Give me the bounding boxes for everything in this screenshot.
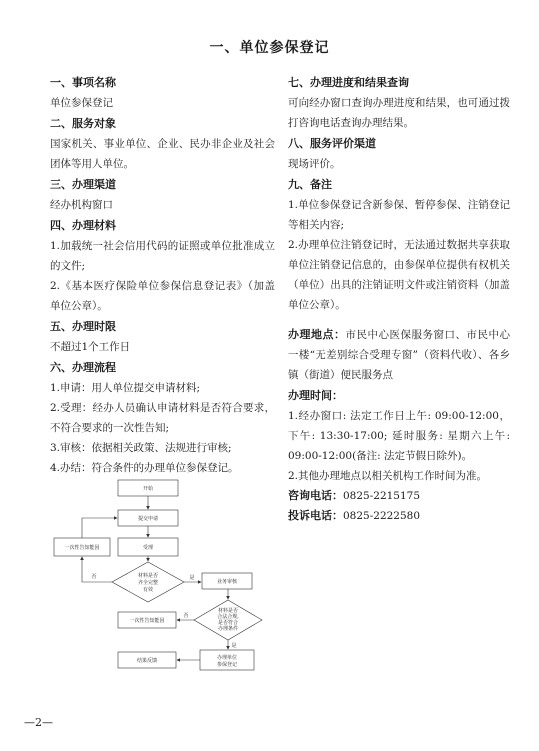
section-heading: 三、办理渠道 <box>50 178 116 191</box>
hours-label: 办理时间： <box>288 389 343 402</box>
section-heading: 五、办理时限 <box>50 320 116 333</box>
section-body: 现场评价。 <box>288 158 341 170</box>
section-heading: 二、服务对象 <box>50 117 116 130</box>
section-heading: 四、办理材料 <box>50 219 116 232</box>
decision2-line: 办理条件 <box>217 626 239 632</box>
section-heading: 六、办理流程 <box>50 361 116 374</box>
list-item: 2.办理单位注销登记时，无法通过数据共享获取单位注销登记信息的，由参保单位提供有权机关（单位）出具的注销证明文件或注销资料（加盖单位公章）。 <box>288 239 510 311</box>
section-heading: 八、服务评价渠道 <box>288 137 376 150</box>
decision2-line: 合法合规, <box>217 614 239 620</box>
decision1-line: 有效 <box>142 587 154 593</box>
no-label: 否 <box>91 574 97 580</box>
list-item: 3.审核：依据相关政策、法规进行审核; <box>50 442 232 454</box>
process-flowchart <box>50 478 275 688</box>
start-label: 开始 <box>142 486 154 492</box>
result-label: 结果反馈 <box>136 658 158 664</box>
list-item: 4.办结：符合条件的办理单位参保登记。 <box>50 462 239 474</box>
consult-phone <box>288 486 510 506</box>
list-item: 1.申请：用人单位提交申请材料; <box>50 382 201 394</box>
location-block <box>288 325 510 385</box>
flowchart-svg <box>50 478 275 688</box>
decision1-line: 材料是否 <box>137 573 159 579</box>
section-body: 不超过1个工作日 <box>50 341 131 353</box>
consult-label: 咨询电话： <box>288 489 343 502</box>
page-title: 一、单位参保登记 <box>209 40 330 56</box>
no-label: 否 <box>183 613 189 619</box>
location-text: 市民中心医保服务窗口、市民中心一楼“无差别综合受理专窗”（资料代收）、各乡镇（街道）便民服务点 <box>288 329 510 381</box>
list-item: 2.受理：经办人员确认申请材料是否符合要求，不符合要求的一次性告知; <box>50 402 275 434</box>
section-heading: 七、办理进度和结果查询 <box>288 76 409 89</box>
section-heading: 九、备注 <box>288 178 332 191</box>
list-item: 2.其他办理地点以相关机构工作时间为准。 <box>288 470 488 482</box>
list-item: 1.加载统一社会信用代码的证照或单位批准成立的文件; <box>50 240 275 272</box>
list-item: 1.经办窗口: 法定工作日上午: 09:00-12:00，下午: 13:30-17:00; 延时服务: 星期六上午: 09:00-12:00(备注: 法定节假日除外)。 <box>288 410 510 462</box>
submit-label: 提交申请 <box>137 516 159 522</box>
list-item: 1.单位参保登记含新参保、暂停参保、注销登记等相关内容; <box>288 199 510 231</box>
location-label: 办理地点： <box>288 328 346 341</box>
complaint-label: 投诉电话： <box>288 509 343 522</box>
review-label: 业务审核 <box>216 579 238 585</box>
decision1-line: 齐全完整 <box>137 580 159 586</box>
decision2-line: 材料是否 <box>217 608 239 614</box>
complete-line: 参保登记 <box>216 662 238 668</box>
section-body: 经办机构窗口 <box>50 199 113 211</box>
section-body: 国家机关、事业单位、企业、民办非企业及社会团体等用人单位。 <box>50 138 275 170</box>
yes-label: 是 <box>189 575 195 581</box>
section-body: 单位参保登记 <box>50 97 113 109</box>
right-column <box>288 72 510 526</box>
section-heading: 一、事项名称 <box>50 76 116 89</box>
notify1-label: 一次性告知能因 <box>64 545 100 551</box>
complaint-value: 0825-2222580 <box>343 510 421 522</box>
complete-line: 办理单位 <box>216 655 238 661</box>
consult-value: 0825-2215175 <box>343 490 421 502</box>
accept-label: 受理 <box>142 545 154 551</box>
left-column <box>50 72 275 478</box>
yes-label: 是 <box>231 643 237 649</box>
notify2-label: 一次性告知能因 <box>129 618 165 624</box>
section-body: 可向经办窗口查询办理进度和结果，也可通过拨打咨询电话查询办理结果。 <box>288 97 510 129</box>
page-number: —2— <box>24 716 53 729</box>
complaint-phone <box>288 506 510 526</box>
decision2-line: 是否符合 <box>217 620 239 626</box>
list-item: 2.《基本医疗保险单位参保信息登记表》（加盖单位公章）。 <box>50 280 275 312</box>
